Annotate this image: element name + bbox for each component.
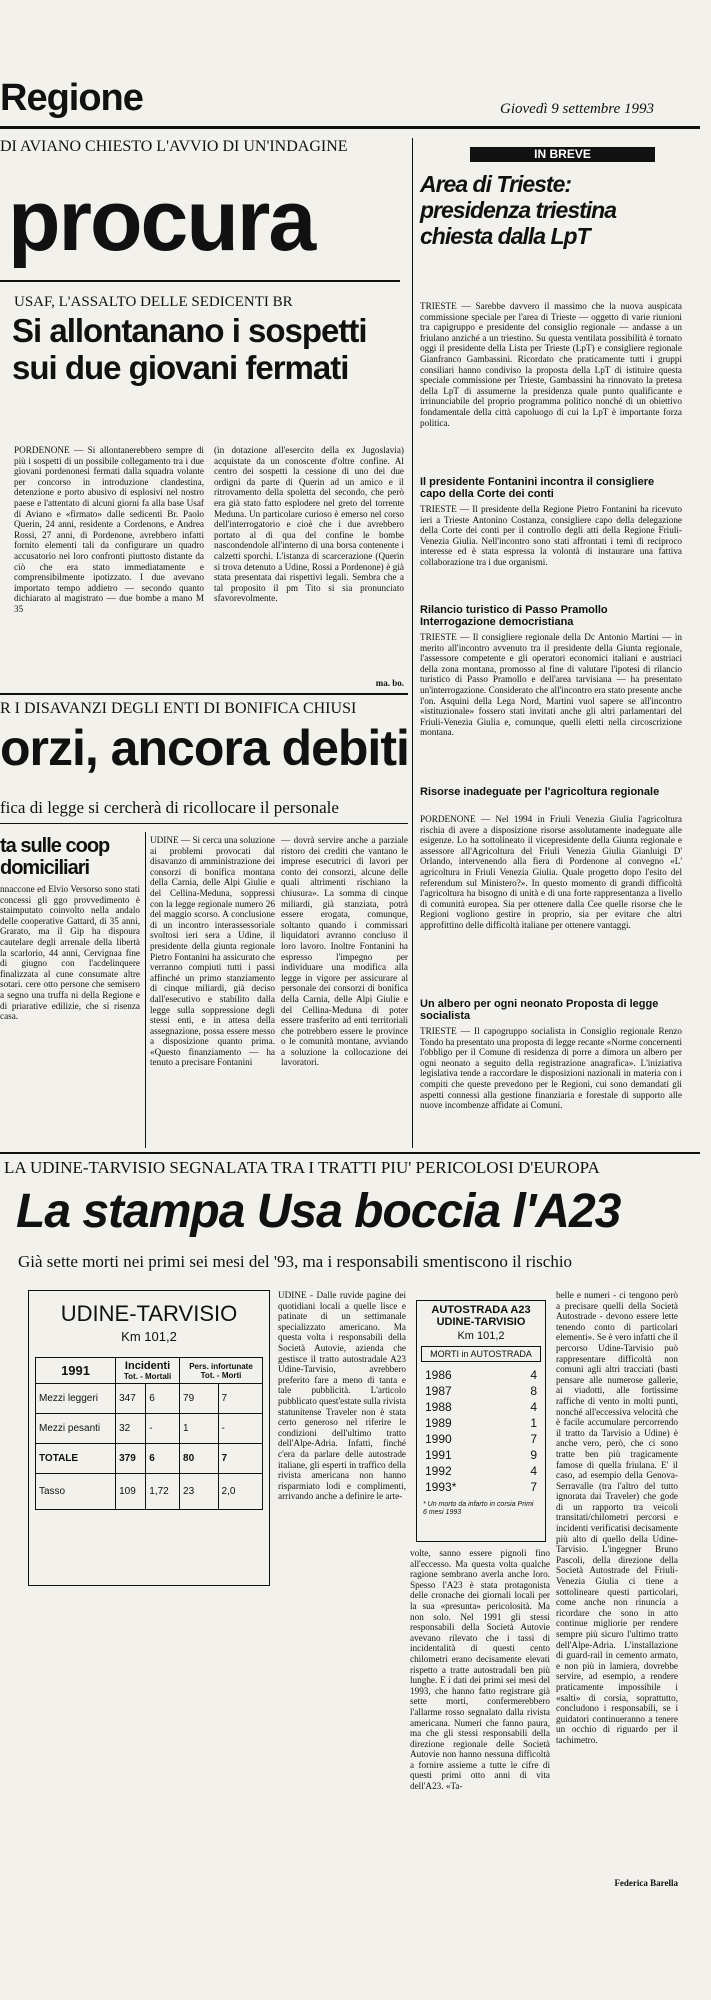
a23-col-1: UDINE - Dalle ruvide pagine dei quotidiani locali a quelle lisce e patinate di un settimanale specializzato americano. Ma questa volta i responsabili della Società Autovie, azienda che gestisce il tratto autostradale A23 Udine-Tarvisio, avrebbero preferito fare a meno di tanta e tale pubblicità. L'articolo pubblicato quest'estate sulla rivista statunitense Traveler non è stata certo generoso nel riferire le condizioni dell'ultimo tratto dell'Alpe-Adria. Infatti, finché c'era da parlare delle autostrade italiane, gli esperti in traffico della rivista americana non hanno risparmiato lodi e complimenti, arrivando anche a definire le arte- <box>278 1290 406 1502</box>
deaths-box-title: AUTOSTRADA A23 UDINE-TARVISIO <box>431 1304 531 1328</box>
deaths-row <box>425 1479 537 1495</box>
a23-table-subtitle: Km 101,2 <box>121 1329 177 1344</box>
deaths-year: 1989 <box>425 1416 452 1430</box>
deaths-value: 4 <box>530 1400 537 1414</box>
coop-sidebar-divider <box>145 832 146 1148</box>
stats-pers-sub: Tot. - Morti <box>200 1370 242 1380</box>
brevi-lead: TRIESTE — Sarebbe davvero il massimo che la nuova auspicata commissione speciale per l'area di Trieste — oggetto di varie riunioni tra capigruppo e presidente del consiglio regionale — andasse a un friulano anziché a un triestino. Su questa ventilata possibilità è tornato oggi il presidente della Lista per Trieste (LpT) e consigliere regionale Gianfranco Gambassini. Ricordato che praticamente tutti i gruppi consiliari hanno condiviso la proposta della LpT di istituire questa speciale commissione per Trieste, Gambassini ha rinnovato la pretesa della LpT di assumerne la presidenza quale punto qualificante e irrinunciabile del proprio programma politico nonché di un obiettivo fondamentale della città capoluogo di cui la LpT è importante forza politica. <box>420 301 682 428</box>
deaths-year: 1992 <box>425 1464 452 1478</box>
bonifica-col-1: UDINE — Si cerca una soluzione ai problemi provocati dal disavanzo di amministrazione dei consorzi di bonifica montana della Carnia, delle Alpi Giulie e del Cellina-Meduna, soppressi con la legge regionale numero 26 del maggio scorso. A conclusione di un incontro interassessoriale svoltosi ieri sera a Udine, il presidente della giunta regionale Pietro Fontanini ha assicurato che verranno compiuti tutti i passi affinché un primo stanziamento di cinque miliardi, già deciso dall'esecutivo e stabilito dalla legge sulla soppressione degli stessi enti, e in attesa della assegnazione, possa essere messo a disposizione quanto prima. «Questo finanziamento — ha tenuto a precisare Fontanini <box>150 835 275 1068</box>
section-title: Regione <box>0 77 143 119</box>
a23-table-title: UDINE-TARVISIO <box>60 1301 238 1326</box>
masthead-rule <box>0 126 700 129</box>
a23-headline: La stampa Usa boccia l'A23 <box>16 1185 621 1238</box>
a23-subhead: Già sette morti nei primi sei mesi del '93, ma i responsabili smentiscono il rischio <box>18 1252 573 1271</box>
stats-cell: 79 <box>180 1384 219 1414</box>
deaths-year: 1993* <box>425 1480 457 1494</box>
stats-cell: 32 <box>116 1414 146 1444</box>
brief-4-text: TRIESTE — Il capogruppo socialista in Consiglio regionale Renzo Tondo ha presentato una proposta di legge recante «Norme concernenti l'obbligo per il Comune di residenza di porre a dimora un albero per ogni neonato a seguito della registrazione anagrafica». L'iniziativa legislativa tende a raccordare le disposizioni nazionali in materia con i compiti che queste prevedono per le Regioni, cui sono demandati gli aspetti connessi alla gestione finanziaria e forestale di supporto alle nuove incombenze affidate ai Comuni. <box>420 1026 682 1111</box>
section-rule <box>0 1152 700 1154</box>
usaf-headline: Si allontanano i sospetti sui due giovani fermati <box>12 312 367 386</box>
table-row <box>36 1414 263 1444</box>
deaths-value: 7 <box>530 1432 537 1446</box>
aviano-kicker: DI AVIANO CHIESTO L'AVVIO DI UN'INDAGINE <box>0 138 348 155</box>
a23-col-3: belle e numeri - ci tengono però a precisare quelli della Società Autostrade - devono essere lette tenendo conto di particolari elementi». Se è vero infatti che il percorso Udine-Tarvisio può rappresentare difficoltà non comuni agli altri tracciati (basti pensare alle numerose gallerie, ai viadotti, alle fortissime raffiche di vento in molti punti, nonché all'eccessiva velocità che è facile accumulare percorrendo il tratto da Tarvisio a Udine) è anche vero, però, che ci sono tratte ben più tragicamente famose di quella friulana. E' il caso, ad esempio della Genova-Serravalle (tra l'altro del tutto ignorata dai Traveler) che gode di un rapporto tra veicoli transitati/chilometri percorsi e incidenti verificatisi decisamente più alto di quello della Udine-Tarvisio. L'ingegner Bruno Pascoli, della direzione della Società Autostrade del Friuli-Venezia Giulia ci tiene a sottolineare questi particolari, come anche non rinuncia a ricordare che sono in atto continue migliorie per rendere sempre più sicuro l'ultimo tratto dell'Alpe-Adria. L'installazione di guard-rail in cemento armato, e non più in lamiera, dovrebbe servire, ad esempio, a rendere praticamente impossibile i «salti» di corsia, soprattutto, concludono i responsabili, se i guidatori continueranno a tenere un occhio di riguardo per il tachimetro. <box>556 1290 678 1745</box>
a23-deaths-box <box>416 1300 546 1542</box>
bonifica-kicker: R I DISAVANZI DEGLI ENTI DI BONIFICA CHIUSI <box>0 700 357 717</box>
bonifica-subhead-rule <box>0 823 408 824</box>
stats-cell: 379 <box>116 1444 146 1474</box>
bonifica-subhead: fica di legge si cercherà di ricollocare il personale <box>0 798 339 817</box>
deaths-row <box>425 1367 537 1383</box>
brevi-divider <box>412 138 413 1148</box>
bonifica-headline: orzi, ancora debiti <box>0 720 409 776</box>
stats-cell: 6 <box>146 1384 180 1414</box>
deaths-value: 9 <box>530 1448 537 1462</box>
brief-2-text: TRIESTE — Il consigliere regionale della Dc Antonio Martini — in merito all'incontro avvenuto tra il presidente della Giunta regionale, l'assessore competente e gli operatori economici italiani e austriaci della zona montana, promosso al fine di valutare l'ipotesi di rilancio turistico di Passo Pramollo e dell'area tarvisiana — ha presentato un'interrogazione. Considerato che all'incontro era stato presente anche l'on. Asquini della Lega Nord, Martini vuol sapere se all'incontro «istituzionale» fossero stati invitati anche gli altri parlamentari del Friuli-Venezia Giulia e, comunque, quelli eletti nella circoscrizione montana. <box>420 632 682 738</box>
brevi-headline: Area di Trieste: presidenza triestina chiesta dalla LpT <box>420 171 617 249</box>
stats-cell: 1,72 <box>146 1474 180 1510</box>
deaths-year: 1986 <box>425 1368 452 1382</box>
deaths-box-subtitle: Km 101,2 <box>457 1330 505 1342</box>
stats-year: 1991 <box>36 1358 116 1384</box>
deaths-row <box>425 1463 537 1479</box>
stats-row-label: Mezzi pesanti <box>36 1414 116 1444</box>
brevi-label: IN BREVE <box>470 147 655 162</box>
stats-cell: 109 <box>116 1474 146 1510</box>
table-row <box>36 1474 263 1510</box>
stats-row-label: TOTALE <box>36 1444 116 1474</box>
stats-cell: 23 <box>180 1474 219 1510</box>
deaths-list <box>425 1367 537 1495</box>
a23-signature: Federica Barella <box>614 1878 678 1888</box>
deaths-row <box>425 1431 537 1447</box>
stats-row-label: Tasso <box>36 1474 116 1510</box>
usaf-rule <box>0 693 408 695</box>
deaths-row <box>425 1383 537 1399</box>
deaths-box-label: MORTI in AUTOSTRADA <box>421 1346 541 1362</box>
stats-cell: 347 <box>116 1384 146 1414</box>
deaths-note: * Un morto da infarto in corsia Primi 6 mesi 1993 <box>423 1501 534 1516</box>
stats-cell: 7 <box>218 1444 262 1474</box>
stats-incidenti-label: Incidenti <box>124 1360 171 1372</box>
deaths-value: 7 <box>530 1480 537 1494</box>
bonifica-col-2: — dovrà servire anche a parziale ristoro dei crediti che vantano le imprese esecutrici di lavori per conto dei consorzi, alcune delle quali altrimenti rischiano la chiusura». La somma di cinque miliardi, già stanziata, potrà essere erogata, comunque, soltanto quando i commissari liquidatori avranno concluso il loro lavoro. Inoltre Fontanini ha espresso l'impegno per individuare una modifica alla legge in vigore per assicurare al personale dei consorzi di bonifica della Carnia, delle Alpi Giulie e del Cellina-Meduna di poter essere trasferito ad enti territoriali che potrebbero essere le province o le comunità montane, avviando a soluzione la collocazione dei lavoratori. <box>281 835 408 1068</box>
aviano-rule <box>0 280 400 282</box>
table-row <box>36 1444 263 1474</box>
usaf-col-2: (in dotazione all'esercito della ex Jugoslavia) acquistate da un conoscente d'oltre confine. Al centro dei sospetti la cessione di uno dei due ordigni da parte di Querin ad un amico e il ritrovamento della spoletta del secondo, che però era già stato fatto esplodere nel greto del torrente Meduna. Un particolare curioso è emerso nel corso dell'interrogatorio e cioè che i due avrebbero portato al di qua del confine le bombe nascondendole all'interno di una borsa contenente i calzetti sporchi. L'istanza di scarcerazione (Querin si trova detenuto a Udine, Rossi a Pordenone) è già stata presentata dai rispettivi legali. Sembra che a tal proposito il pm Tito si sia pronunciato sfavorevolmente. <box>214 445 404 604</box>
coop-sidebar-text: nnaccone ed Elvio Versorso sono stati concessi gli ggo provvedimento è staimputato coinvolto nella andalo delle cooperative Gattard, di 35 anni, Grarato, ma il Gip ha dispoura cautelare degli arrenale della libertà la scarlorio, 44 anni, Cervignaa fine di giugno con l'acdelinquere finalizzata al cune consumate altre sotari. cere otto persone che semisero a segno una truffa ni della Regione e di priarative edilizie, che si risenza casa. <box>0 884 140 1022</box>
stats-cell: 1 <box>180 1414 219 1444</box>
usaf-signature: ma. bo. <box>375 678 404 688</box>
stats-cell: 6 <box>146 1444 180 1474</box>
stats-cell: - <box>218 1414 262 1444</box>
table-row <box>36 1384 263 1414</box>
deaths-row <box>425 1399 537 1415</box>
deaths-value: 1 <box>530 1416 537 1430</box>
deaths-year: 1987 <box>425 1384 452 1398</box>
stats-row-label: Mezzi leggeri <box>36 1384 116 1414</box>
deaths-year: 1988 <box>425 1400 452 1414</box>
stats-incidenti-header <box>116 1358 180 1384</box>
stats-incidenti-sub: Tot. - Mortali <box>123 1372 172 1381</box>
stats-pers-label: Pers. infortunate <box>189 1361 253 1371</box>
deaths-value: 4 <box>530 1368 537 1382</box>
a23-kicker: LA UDINE-TARVISIO SEGNALATA TRA I TRATTI PIU' PERICOLOSI D'EUROPA <box>4 1158 600 1177</box>
deaths-value: 4 <box>530 1464 537 1478</box>
brief-1-text: TRIESTE — Il presidente della Regione Pietro Fontanini ha ricevuto ieri a Trieste Antonino Costanza, consigliere capo della delegazione della Corte dei conti per il controllo degli atti della Regione Friuli-Venezia Giulia. Nell'incontro sono stati affrontati i temi di reciproco interesse ed è stata espressa la volontà di instaurare una fattiva collaborazione tra i due organismi. <box>420 504 682 567</box>
deaths-year: 1991 <box>425 1448 452 1462</box>
stats-cell: - <box>146 1414 180 1444</box>
a23-stats-table <box>35 1357 263 1510</box>
brief-3-text: PORDENONE — Nel 1994 in Friuli Venezia Giulia l'agricoltura rischia di avere a disposizione risorse assolutamente inadeguate alle esigenze. Lo ha sottolineato il vicepresidente della Giunta regionale e assessore all'Agricoltura del Friuli Venezia Giulia Gianluigi D' Orlando, intervenendo alla fiera di Pordenone al convegno «L' agricoltura in Friuli Venezia Giulia. Quale progetto dopo l'esito del referendum sul Ministero?». In questo momento di grandi difficoltà l'agricoltura ha bisogno di unità e di una forte rappresentanza a livello di comunità europea. Sia per ottenere dalla Cee quelle risorse che le Regioni vogliono gestire in proprio, sia per evitare che altri approfittino delle difficoltà italiane per ottenere vantaggi. <box>420 814 682 930</box>
usaf-kicker: USAF, L'ASSALTO DELLE SEDICENTI BR <box>14 294 293 310</box>
stats-cell: 2,0 <box>218 1474 262 1510</box>
stats-cell: 7 <box>218 1384 262 1414</box>
coop-sidebar-title: ta sulle coop domiciliari <box>0 835 110 879</box>
brief-1-title: Il presidente Fontanini incontra il consigliere capo della Corte dei conti <box>420 476 655 500</box>
deaths-row <box>425 1447 537 1463</box>
issue-date: Giovedì 9 settembre 1993 <box>500 101 654 117</box>
deaths-value: 8 <box>530 1384 537 1398</box>
brief-4-title: Un albero per ogni neonato Proposta di legge socialista <box>420 998 659 1022</box>
brief-2-title: Rilancio turistico di Passo Pramollo Interrogazione democristiana <box>420 604 608 628</box>
deaths-row <box>425 1415 537 1431</box>
deaths-year: 1990 <box>425 1432 452 1446</box>
usaf-col-1: PORDENONE — Si allontanerebbero sempre di più i sospetti di un possibile collegamento tra i due giovani pordenonesi fermati dalla squadra volante per concorso in introduzione clandestina, detenzione e porto abusivo di esplosivi nel nostro paese e l'attentato di alcuni giorni fa alla base Usaf di Aviano e «firmato» dalle sedicenti Br. Paolo Querin, 24 anni, residente a Cordenons, e Andrea Rossi, 27 anni, di Pordenone, avrebbero infatti fornito elementi tali da configurare un quadro accusatorio nei loro confronti piuttosto distante da ciò che era stato immediatamente e comprensibilmente ipotizzato. I due avevano importato tempo addietro — secondo quanto dichiarato al magistrato — due bombe a mano M 35 <box>14 445 204 614</box>
stats-pers-header <box>180 1358 263 1384</box>
a23-stats-panel <box>28 1290 270 1586</box>
brief-3-title: Risorse inadeguate per l'agricoltura regionale <box>420 786 660 798</box>
stats-cell: 80 <box>180 1444 219 1474</box>
a23-col-2: volte, sanno essere pignoli fino all'eccesso. Ma questa volta qualche ragione sembrano averla anche loro. Spesso l'A23 è stata protagonista delle cronache dei giornali locali per la sua «presunta» pericolosità. Ma non solo. Nel 1991 gli stessi responsabili della Società Autovie avevano rilevato che i tassi di incidentalità di questi cento chilometri erano decisamente elevati rispetto a tratte autostradali ben più lunghe. E i dati dei primi sei mesi del 1993, che hanno fatto registrare già sette morti, confermerebbero l'allarme rosso segnalato dalla rivista americana. Numeri che fanno paura, ma che gli stessi responsabili della direzione regionale delle Società Autovie non hanno nessuna difficoltà a fornire assieme a tutte le cifre di questi primi otto anni di vita dell'A23. «Ta- <box>410 1548 550 1792</box>
aviano-headline: procura <box>8 173 315 269</box>
